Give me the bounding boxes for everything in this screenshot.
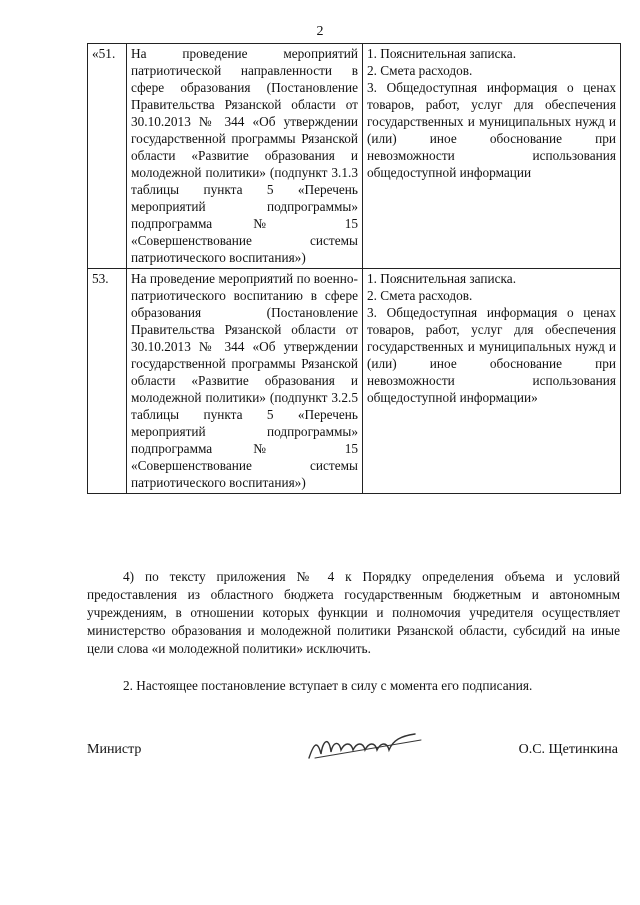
- paragraph-item-4: 4) по тексту приложения № 4 к Порядку определения объема и условий предоставления из областного бюджета государственным бюджетным и автономным учреждениям, в отношении которых функции и полномочия учредителя осуществляет министерство образования и молодежной политики Рязанской области, субсидий на иные цели слова «и молодежной политики» исключить.: [87, 569, 620, 656]
- row-number: 53.: [88, 269, 127, 494]
- row-documents: [363, 269, 621, 494]
- document-item: 3. Общедоступная информация о ценах товаров, работ, услуг для обеспечения государственных и муниципальных нужд и (или) иное обоснование при невозможности использования общедоступной информации»: [367, 305, 616, 405]
- row-documents: [363, 44, 621, 269]
- paragraph-effective-date: 2. Настоящее постановление вступает в силу с момента его подписания.: [123, 678, 533, 693]
- signatory-title: Министр: [87, 742, 142, 757]
- page-number: 2: [316, 24, 324, 39]
- table-row: [88, 44, 621, 269]
- row-number: «51.: [88, 44, 127, 269]
- row-name: На проведение мероприятий патриотической направленности в сфере образования (Постановление Правительства Рязанской области от 30.10.2013 № 344 «Об утверждении государственной программы Рязанской области «Развитие образования и молодежной политики» (подпункт 3.1.3 таблицы пункта 5 «Перечень мероприятий подпрограммы» подпрограмма № 15 «Совершенствование системы патриотического воспитания»): [127, 44, 363, 269]
- document-item: 3. Общедоступная информация о ценах товаров, работ, услуг для обеспечения государственных и муниципальных нужд и (или) иное обоснование при невозможности использования общедоступной информации: [367, 80, 616, 180]
- document-item: 1. Пояснительная записка.: [367, 46, 517, 61]
- document-item: 1. Пояснительная записка.: [367, 271, 517, 286]
- signatory-name: О.С. Щетинкина: [518, 742, 618, 757]
- document-item: 2. Смета расходов.: [367, 63, 473, 78]
- row-name: На проведение мероприятий по военно-патриотического воспитанию в сфере образования (Постановление Правительства Рязанской области от 30.10.2013 № 344 «Об утверждении государственной программы Рязанской области «Развитие образования и молодежной политики» (подпункт 3.2.5 таблицы пункта 5 «Перечень мероприятий подпрограммы» подпрограмма № 15 «Совершенствование системы патриотического воспитания»): [127, 269, 363, 494]
- document-item: 2. Смета расходов.: [367, 288, 473, 303]
- handwritten-signature: [303, 728, 423, 764]
- amendment-table: [87, 43, 621, 494]
- table-row: [88, 269, 621, 494]
